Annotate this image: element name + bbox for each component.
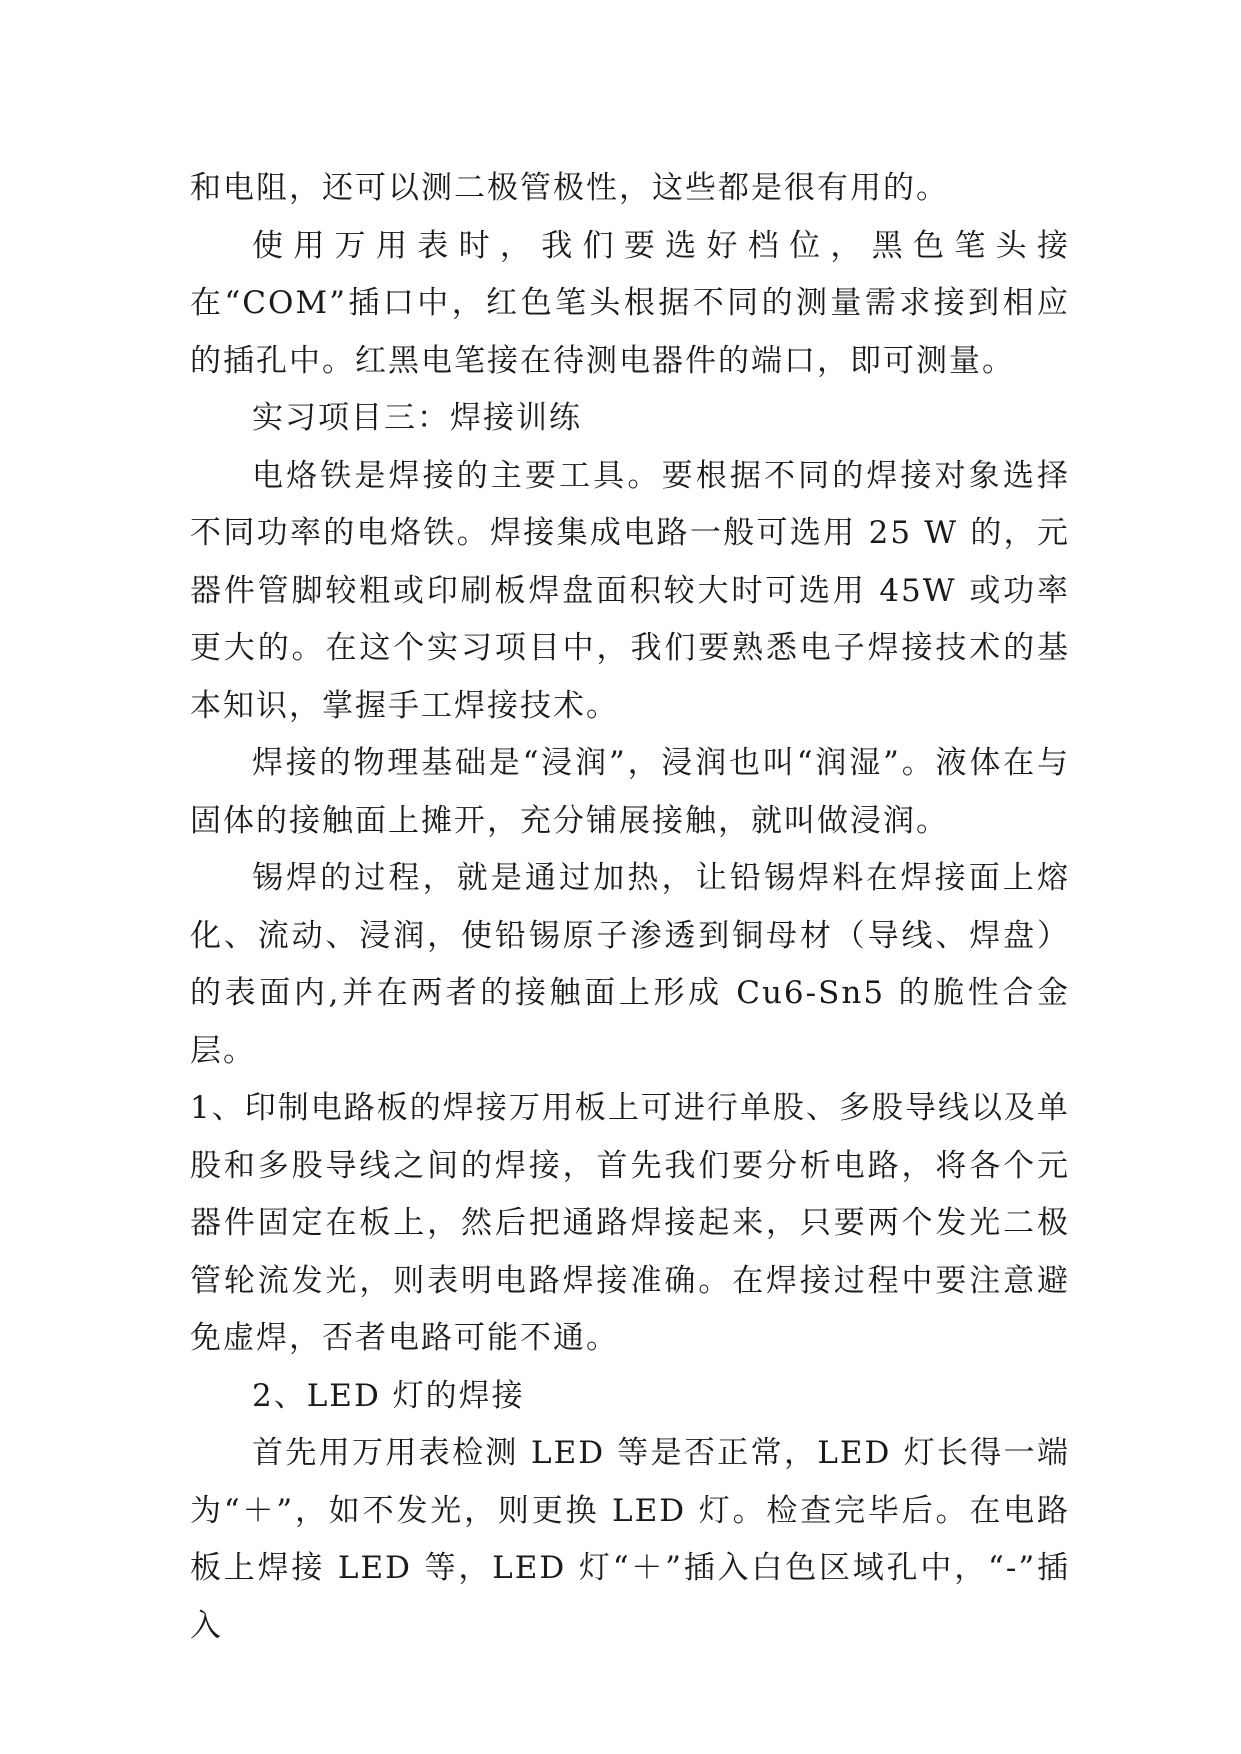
paragraph-tin-soldering-process: 锡焊的过程，就是通过加热，让铅锡焊料在焊接面上熔化、流动、浸润，使铅锡原子渗透到铜母材（导线、焊盘）的表面内,并在两者的接触面上形成 Cu6-Sn5 的脆性合金层。 bbox=[190, 860, 1070, 1069]
paragraph-led-check: 首先用万用表检测 LED 等是否正常，LED 灯长得一端为“＋”，如不发光，则更换 LED 灯。检查完毕后。在电路板上焊接 LED 等，LED 灯“＋”插入白色区域孔中，“-”插入 bbox=[190, 1435, 1070, 1644]
paragraph-soldering-iron: 电烙铁是焊接的主要工具。要根据不同的焊接对象选择不同功率的电烙铁。焊接集成电路一般可选用 25 W 的，元器件管脚较粗或印刷板焊盘面积较大时可选用 45W 或功率更大的。在这个实习项目中，我们要熟悉电子焊接技术的基本知识，掌握手工焊接技术。 bbox=[190, 457, 1070, 724]
paragraph-continuation: 和电阻，还可以测二极管极性，这些都是很有用的。 bbox=[190, 170, 949, 206]
paragraph-wetting: 焊接的物理基础是“浸润”，浸润也叫“润湿”。液体在与固体的接触面上摊开，充分铺展接触，就叫做浸润。 bbox=[190, 745, 1070, 839]
paragraph-pcb-soldering: 1、印制电路板的焊接万用板上可进行单股、多股导线以及单股和多股导线之间的焊接，首先我们要分析电路，将各个元器件固定在板上，然后把通路焊接起来，只要两个发光二极管轮流发光，则表明电路焊接准确。在焊接过程中要注意避免虚焊，否者电路可能不通。 bbox=[190, 1090, 1070, 1356]
section-heading-soldering: 实习项目三：焊接训练 bbox=[252, 400, 582, 436]
subheading-led-soldering: 2、LED 灯的焊接 bbox=[252, 1377, 525, 1414]
paragraph-multimeter-usage: 使用万用表时，我们要选好档位，黑色笔头接在“COM”插口中，红色笔头根据不同的测量需求接到相应的插孔中。红黑电笔接在待测电器件的端口，即可测量。 bbox=[190, 227, 1070, 379]
document-body bbox=[190, 160, 1070, 1655]
